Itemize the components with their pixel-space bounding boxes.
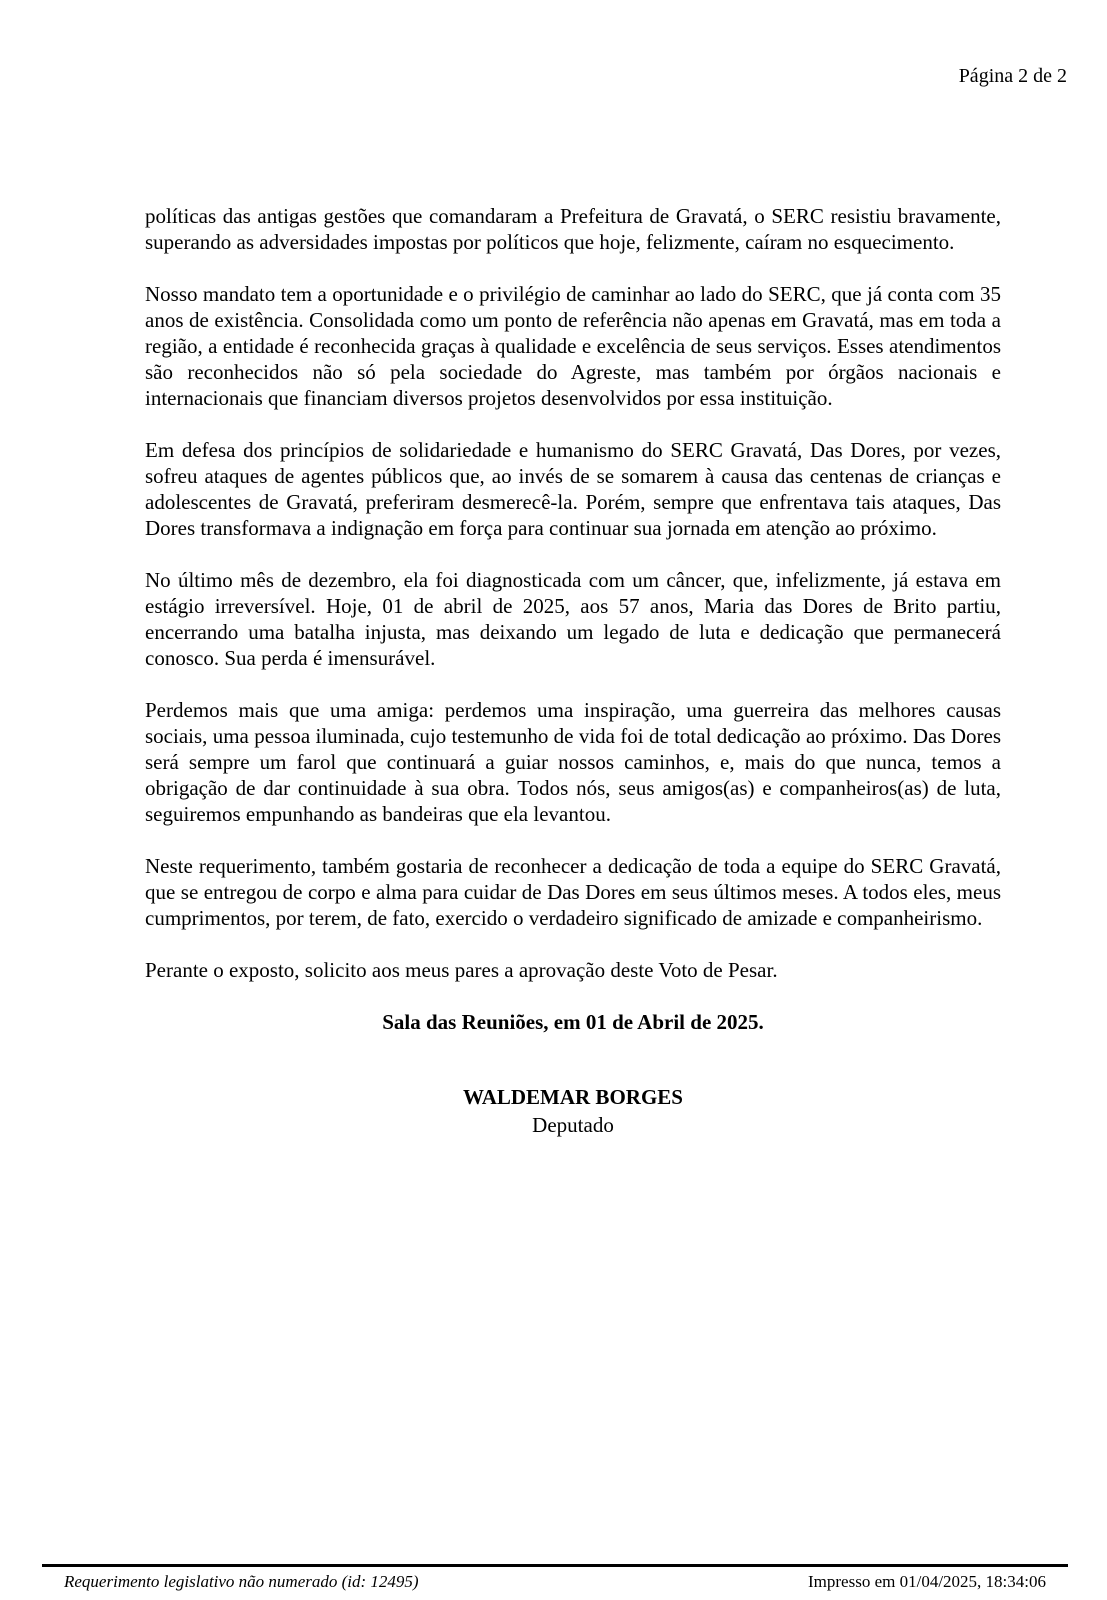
paragraph: políticas das antigas gestões que comandaram a Prefeitura de Gravatá, o SERC resistiu bravamente, superando as adversidades impostas por políticos que hoje, felizmente, caíram no esquecimento. bbox=[145, 204, 1001, 254]
footer-print-timestamp: Impresso em 01/04/2025, 18:34:06 bbox=[808, 1572, 1046, 1591]
date-place-line: Sala das Reuniões, em 01 de Abril de 2025. bbox=[382, 1010, 764, 1034]
signature-block bbox=[145, 1084, 1001, 1140]
document-body bbox=[145, 203, 1001, 1140]
paragraph: Nosso mandato tem a oportunidade e o privilégio de caminhar ao lado do SERC, que já conta com 35 anos de existência. Consolidada como um ponto de referência não apenas em Gravatá, mas em toda a região, a entidade é reconhecida graças à qualidade e excelência de seus serviços. Esses atendimentos são reconhecidos não só pela sociedade do Agreste, mas também por órgãos nacionais e internacionais que financiam diversos projetos desenvolvidos por essa instituição. bbox=[145, 282, 1001, 410]
page-footer bbox=[42, 1564, 1068, 1592]
paragraph: Em defesa dos princípios de solidariedade e humanismo do SERC Gravatá, Das Dores, por vezes, sofreu ataques de agentes públicos que, ao invés de se somarem à causa das centenas de crianças e adolescentes de Gravatá, preferiram desmerecê-la. Porém, sempre que enfrentava tais ataques, Das Dores transformava a indignação em força para continuar sua jornada em atenção ao próximo. bbox=[145, 438, 1001, 540]
paragraph: Neste requerimento, também gostaria de reconhecer a dedicação de toda a equipe do SERC Gravatá, que se entregou de corpo e alma para cuidar de Das Dores em seus últimos meses. A todos eles, meus cumprimentos, por terem, de fato, exercido o verdadeiro significado de amizade e companheirismo. bbox=[145, 854, 1001, 930]
signature-role: Deputado bbox=[532, 1113, 614, 1137]
paragraph: No último mês de dezembro, ela foi diagnosticada com um câncer, que, infelizmente, já estava em estágio irreversível. Hoje, 01 de abril de 2025, aos 57 anos, Maria das Dores de Brito partiu, encerrando uma batalha injusta, mas deixando um legado de luta e dedicação que permanecerá conosco. Sua perda é imensurável. bbox=[145, 568, 1001, 670]
paragraph: Perante o exposto, solicito aos meus pares a aprovação deste Voto de Pesar. bbox=[145, 958, 778, 982]
footer-document-id: Requerimento legislativo não numerado (id: 12495) bbox=[64, 1572, 419, 1591]
page-number: Página 2 de 2 bbox=[958, 65, 1067, 87]
paragraph: Perdemos mais que uma amiga: perdemos uma inspiração, uma guerreira das melhores causas sociais, uma pessoa iluminada, cujo testemunho de vida foi de total dedicação ao próximo. Das Dores será sempre um farol que continuará a guiar nossos caminhos, e, mais do que nunca, temos a obrigação de dar continuidade à sua obra. Todos nós, seus amigos(as) e companheiros(as) de luta, seguiremos empunhando as bandeiras que ela levantou. bbox=[145, 698, 1001, 826]
signature-name: WALDEMAR BORGES bbox=[463, 1085, 683, 1109]
